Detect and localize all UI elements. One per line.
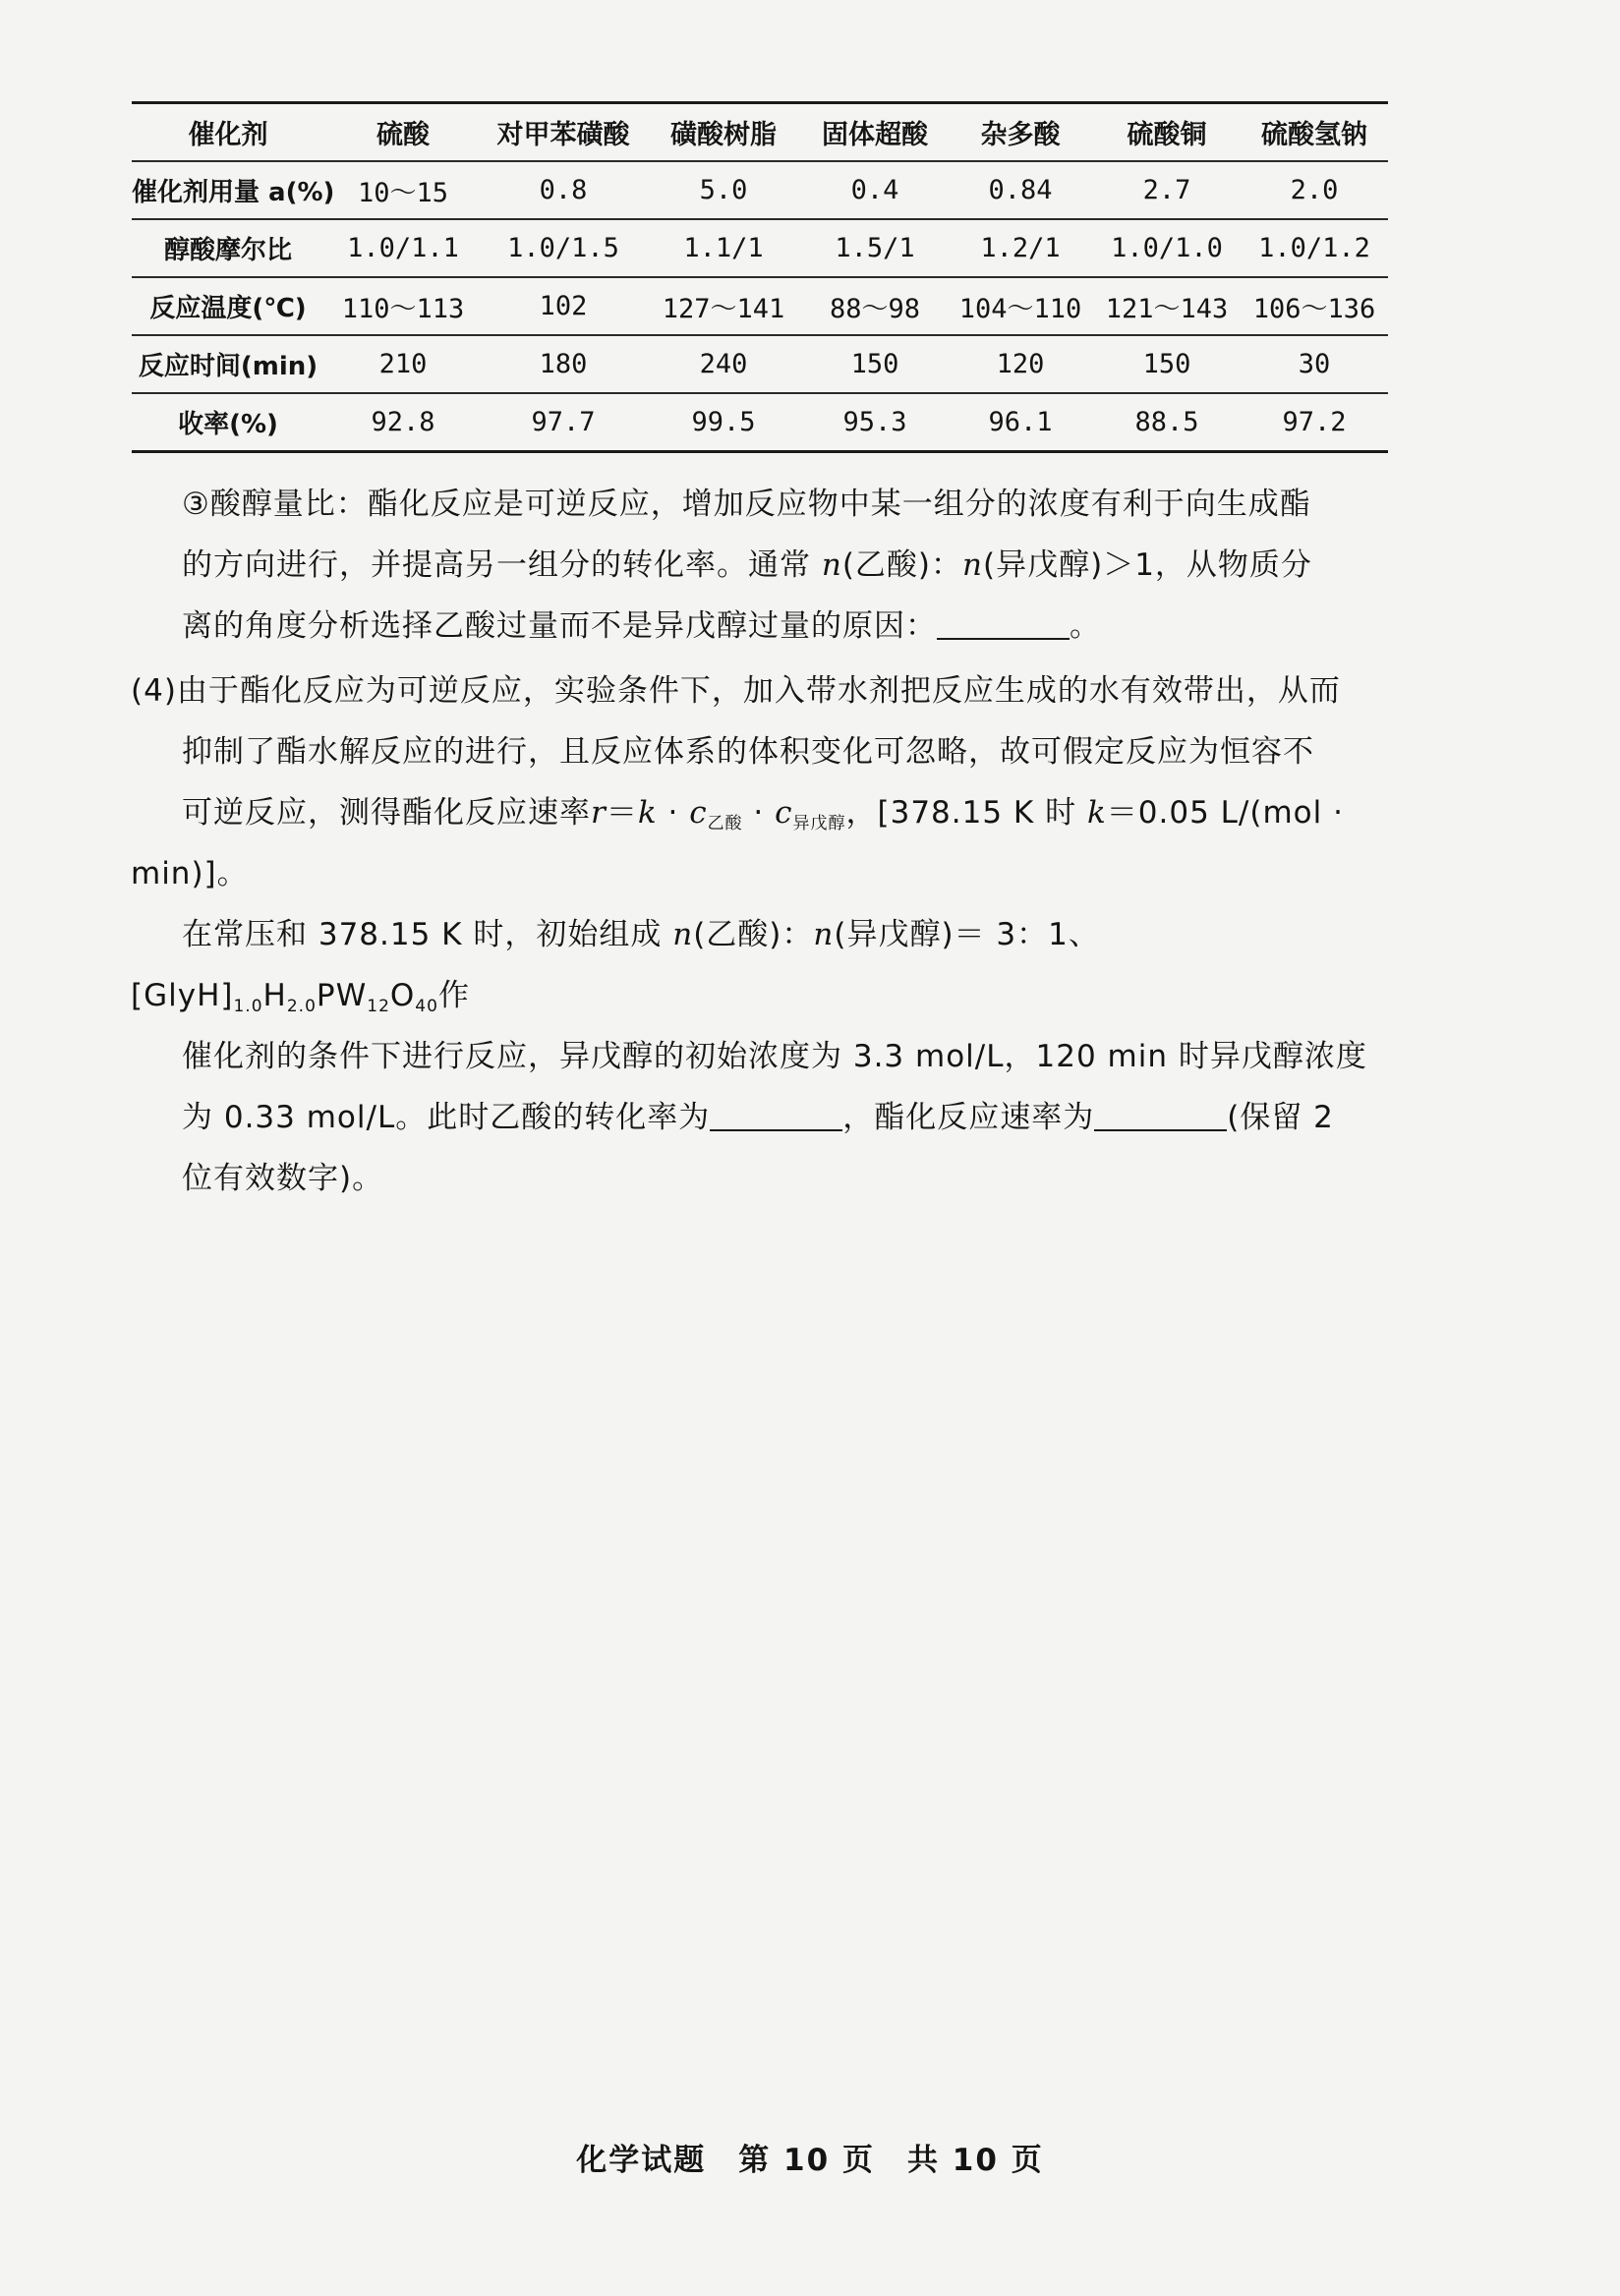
table-cell: 127～141 bbox=[645, 277, 802, 335]
table-cell: 97.7 bbox=[482, 393, 645, 452]
answer-blank[interactable] bbox=[1094, 1100, 1227, 1131]
table-cell: 1.5/1 bbox=[802, 219, 948, 277]
answer-blank[interactable] bbox=[710, 1100, 842, 1131]
row-label: 反应时间(min) bbox=[132, 335, 324, 393]
table-cell: 1.0/1.5 bbox=[482, 219, 645, 277]
table-header: 对甲苯磺酸 bbox=[496, 120, 630, 150]
table-cell: 30 bbox=[1241, 335, 1388, 393]
table-row bbox=[132, 219, 1388, 277]
table-row bbox=[132, 161, 1388, 219]
table-cell: 92.8 bbox=[324, 393, 482, 452]
table-cell: 88～98 bbox=[802, 277, 948, 335]
text-line: 抑制了酯水解反应的进行，且反应体系的体积变化可忽略，故可假定反应为恒容不 bbox=[182, 734, 1314, 770]
text-line: 在常压和 378.15 K 时，初始组成 n(乙酸)：n(异戊醇)＝ 3：1、$[GlyH]_{1.0}H_{2.0}PW_{12}O_{40}$作 bbox=[131, 917, 1100, 1016]
table-cell: 240 bbox=[645, 335, 802, 393]
table-row bbox=[132, 393, 1388, 452]
text-line: 离的角度分析选择乙酸过量而不是异戊醇过量的原因： 。 bbox=[182, 608, 1101, 644]
table-header: 催化剂 bbox=[188, 120, 268, 150]
text-line: 可逆反应，测得酯化反应速率$r=k \cdot c_{乙酸} \cdot c_{异戊醇}$，[378.15 K 时 k＝0.05 L/(mol · min)]。 bbox=[131, 795, 1344, 891]
table-cell: 96.1 bbox=[948, 393, 1093, 452]
table-cell: 97.2 bbox=[1241, 393, 1388, 452]
table-header-row bbox=[132, 103, 1388, 162]
row-label: 醇酸摩尔比 bbox=[132, 219, 324, 277]
text-line: ③酸醇量比：酯化反应是可逆反应，增加反应物中某一组分的浓度有利于向生成酯 bbox=[182, 487, 1311, 522]
table-header: 硫酸 bbox=[376, 120, 430, 150]
table-cell: 180 bbox=[482, 335, 645, 393]
text-line: 位有效数字)。 bbox=[182, 1161, 384, 1196]
answer-blank[interactable] bbox=[937, 608, 1070, 640]
table-cell: 2.0 bbox=[1241, 161, 1388, 219]
row-label: 收率(%) bbox=[132, 393, 324, 452]
text-line: 的方向进行，并提高另一组分的转化率。通常 n(乙酸)：n(异戊醇)＞1，从物质分 bbox=[182, 547, 1312, 583]
text-line: 为 0.33 mol/L。此时乙酸的转化率为 ，酯化反应速率为 (保留 2 bbox=[182, 1100, 1334, 1135]
text-line: 催化剂的条件下进行反应，异戊醇的初始浓度为 3.3 mol/L，120 min 时异戊醇浓度 bbox=[182, 1039, 1367, 1074]
table-header: 硫酸氢钠 bbox=[1261, 120, 1367, 150]
table-cell: 1.0/1.1 bbox=[324, 219, 482, 277]
table-cell: 1.0/1.0 bbox=[1093, 219, 1241, 277]
row-label: 反应温度(℃) bbox=[132, 277, 324, 335]
table-cell: 1.0/1.2 bbox=[1241, 219, 1388, 277]
text-line: (4)由于酯化反应为可逆反应，实验条件下，加入带水剂把反应生成的水有效带出，从而 bbox=[131, 673, 1341, 709]
table-cell: 5.0 bbox=[645, 161, 802, 219]
table-cell: 102 bbox=[482, 277, 645, 335]
catalyst-table bbox=[132, 101, 1388, 453]
table-cell: 120 bbox=[948, 335, 1093, 393]
table-cell: 88.5 bbox=[1093, 393, 1241, 452]
table-header: 硫酸铜 bbox=[1127, 120, 1207, 150]
question-4-paragraph bbox=[131, 660, 1389, 1209]
question-number: (4) bbox=[131, 673, 177, 709]
table-cell: 2.7 bbox=[1093, 161, 1241, 219]
table-cell: 150 bbox=[802, 335, 948, 393]
question-3-paragraph bbox=[182, 474, 1389, 657]
table-cell: 210 bbox=[324, 335, 482, 393]
table-header: 杂多酸 bbox=[980, 120, 1061, 150]
page-footer: 化学试题 第 10 页 共 10 页 bbox=[576, 2143, 1044, 2178]
table-cell: 0.4 bbox=[802, 161, 948, 219]
table-cell: 1.1/1 bbox=[645, 219, 802, 277]
table-cell: 0.8 bbox=[482, 161, 645, 219]
table-header: 固体超酸 bbox=[822, 120, 928, 150]
table-row bbox=[132, 277, 1388, 335]
table-cell: 110～113 bbox=[324, 277, 482, 335]
row-label: 催化剂用量 a(%) bbox=[132, 161, 324, 219]
table-cell: 99.5 bbox=[645, 393, 802, 452]
table-cell: 10～15 bbox=[324, 161, 482, 219]
table-cell: 1.2/1 bbox=[948, 219, 1093, 277]
table-cell: 150 bbox=[1093, 335, 1241, 393]
table-row bbox=[132, 335, 1388, 393]
table-cell: 121～143 bbox=[1093, 277, 1241, 335]
table-cell: 0.84 bbox=[948, 161, 1093, 219]
table-cell: 106～136 bbox=[1241, 277, 1388, 335]
table-cell: 95.3 bbox=[802, 393, 948, 452]
table-header: 磺酸树脂 bbox=[670, 120, 777, 150]
table-cell: 104～110 bbox=[948, 277, 1093, 335]
